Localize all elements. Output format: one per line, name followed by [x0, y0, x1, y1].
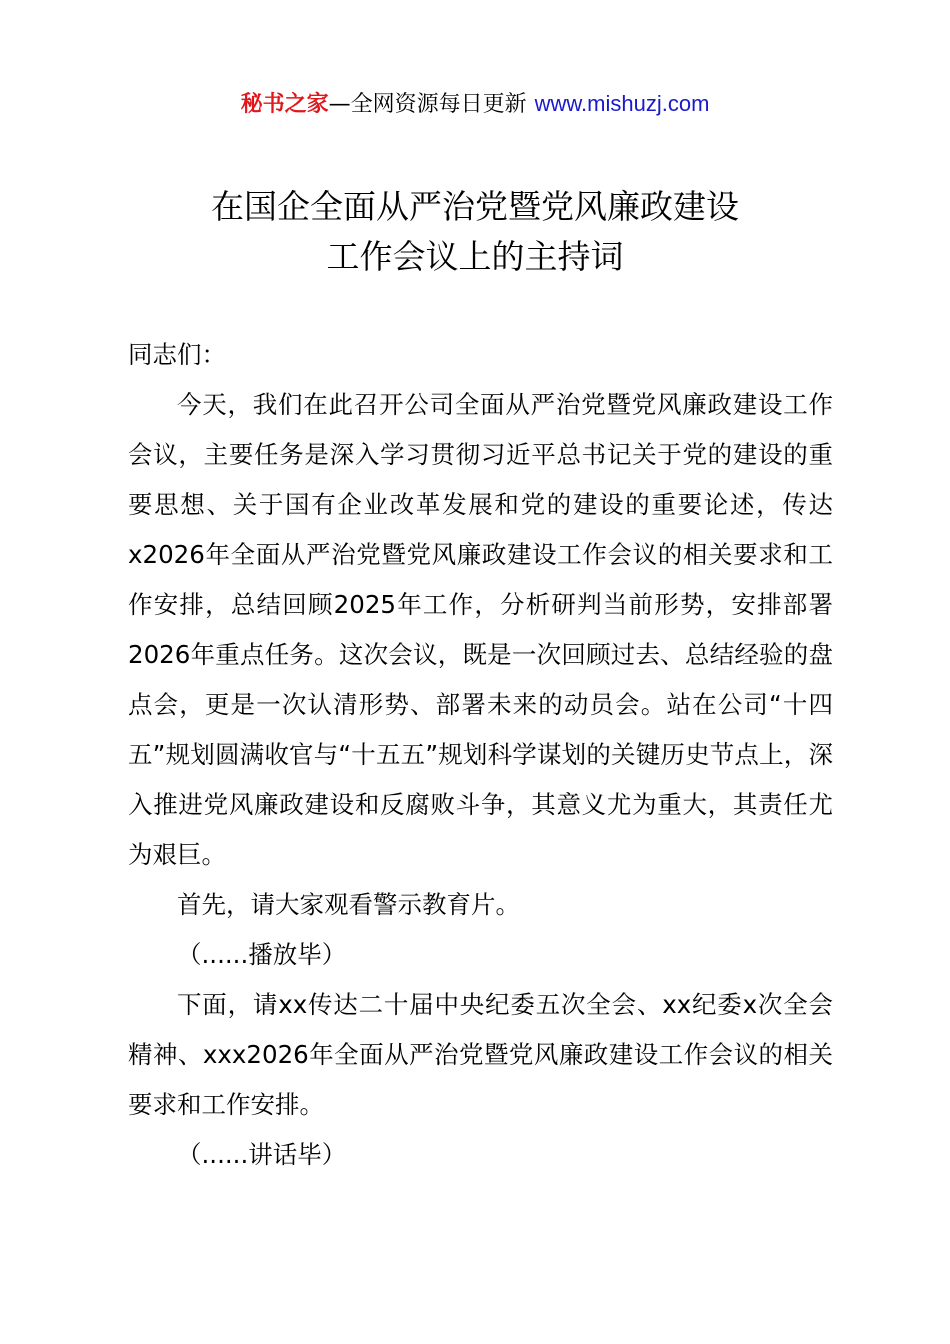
paragraph-video-end: （......播放毕） — [177, 940, 347, 969]
document-title — [0, 182, 950, 282]
site-tagline: —全网资源每日更新 — [328, 92, 527, 117]
site-name: 秘书之家 — [240, 92, 329, 117]
salutation: 同志们： — [128, 340, 226, 369]
paragraph-convey: 下面，请xx传达二十届中央纪委五次全会、xx纪委x次全会精神、xxx2026年全面从严治党暨党风廉政建设工作会议的相关要求和工作安排。 — [128, 990, 833, 1119]
site-header — [0, 86, 950, 123]
paragraph-speech-end: （......讲话毕） — [177, 1140, 347, 1169]
title-line-1: 在国企全面从严治党暨党风廉政建设 — [211, 187, 739, 226]
document-body — [128, 330, 833, 1180]
paragraph-video: 首先，请大家观看警示教育片。 — [177, 890, 520, 919]
site-url-link[interactable]: www.mishuzj.com — [534, 91, 710, 116]
title-line-2: 工作会议上的主持词 — [326, 237, 624, 276]
paragraph-intro: 今天，我们在此召开公司全面从严治党暨党风廉政建设工作会议，主要任务是深入学习贯彻习近平总书记关于党的建设的重要思想、关于国有企业改革发展和党的建设的重要论述，传达x2026年全面从严治党暨党风廉政建设工作会议的相关要求和工作安排，总结回顾2025年工作，分析研判当前形势，安排部署2026年重点任务。这次会议，既是一次回顾过去、总结经验的盘点会，更是一次认清形势、部署未来的动员会。站在公司“十四五”规划圆满收官与“十五五”规划科学谋划的关键历史节点上，深入推进党风廉政建设和反腐败斗争，其意义尤为重大，其责任尤为艰巨。 — [128, 390, 833, 869]
